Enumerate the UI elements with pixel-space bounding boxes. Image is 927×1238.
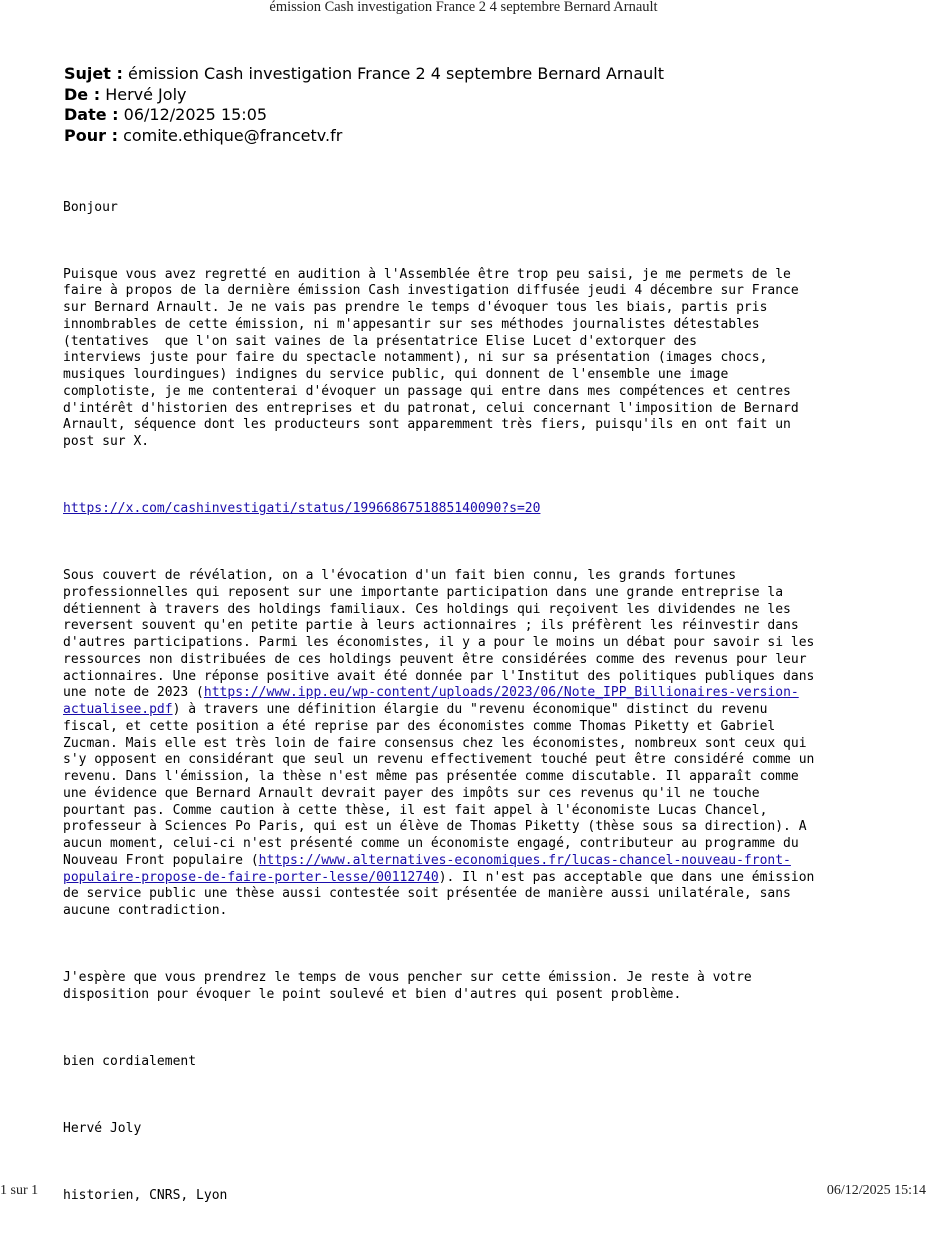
from-label: De : — [64, 84, 101, 104]
paragraph-intro: Puisque vous avez regretté en audition à l'Assemblée être trop peu saisi, je me permets de le faire à propos de la dernière émission Cash investigation diffusée jeudi 4 décembre sur France sur Bernard Arnault. Je ne vais pas prendre le temps d'évoquer tous les biais, partis pris innombrables de cette émission, ni m'appesantir sur ses méthodes journalistes détestables (tentatives que l'on sait vaines de la présentatrice Elise Lucet d'extorquer des interviews juste pour faire du spectacle notamment), ni sur sa présentation (images chocs, musiques lourdingues) indignes du service public, qui donnent de l'ensemble une image complotiste, je me contenterai d'évoquer un passage qui entre dans mes compétences et centres d'intérêt d'historien des entreprises et du patronat, celui concernant l'imposition de Bernard Arnault, séquence dont les producteurs sont apparemment très fiers, puisqu'ils en ont fait un post sur X. — [63, 266, 799, 449]
print-timestamp: 06/12/2025 15:14 — [826, 1183, 926, 1198]
paragraph-closing: J'espère que vous prendrez le temps de vous pencher sur cette émission. Je reste à votre disposition pour évoquer le point soulevé et bien d'autres qui posent problème. — [63, 970, 752, 1002]
page-header-title: émission Cash investigation France 2 4 septembre Bernard Arnault — [269, 0, 658, 15]
page-count: 1 sur 1 — [0, 1183, 39, 1198]
alternatives-economiques-link-line2[interactable]: populaire-propose-de-faire-porter-lesse/00112740 — [63, 869, 439, 885]
signature-name: Hervé Joly — [63, 1120, 142, 1136]
signature-title: historien, CNRS, Lyon — [63, 1187, 228, 1203]
ipp-note-link-line1[interactable]: https://www.ipp.eu/wp-content/uploads/2023/06/Note_IPP_Billionaires-version- — [203, 685, 799, 701]
alternatives-economiques-link-line1[interactable]: https://www.alternatives-economiques.fr/lucas-chancel-nouveau-front- — [258, 852, 791, 868]
greeting: Bonjour — [63, 199, 118, 215]
link-paragraph — [63, 501, 863, 518]
to-row — [64, 126, 664, 147]
date-label: Date : — [64, 105, 119, 124]
date-value: 06/12/2025 15:05 — [123, 105, 268, 124]
from-row — [64, 85, 664, 106]
paragraph-argument — [63, 568, 863, 920]
email-header — [64, 64, 664, 146]
paragraph-argument-part3: ). Il n'est pas acceptable que dans une émission de service public une thèse aussi contestée soit présentée de manière aussi unilatérale, sans aucune contradiction. — [63, 869, 815, 918]
to-value: comite.ethique@francetv.fr — [123, 125, 343, 145]
paragraph-argument-part2: ) à travers une définition élargie du "revenu économique" distinct du revenu fiscal, et cette position a été reprise par des économistes comme Thomas Piketty et Gabriel Zucman. Mais elle est très loin de faire consensus chez les économistes, nombreux sont ceux qui s'y opposent en considérant que seul un revenu effectivement touché peut être considéré comme un revenu. Dans l'émission, la thèse n'est même pas présentée comme discutable. Il apparaît comme une évidence que Bernard Arnault devrait payer des impôts sur ces revenus qu'il ne touche pourtant pas. Comme caution à cette thèse, il est fait appel à l'économiste Lucas Chancel, professeur à Sciences Po Paris, qui est un élève de Thomas Piketty (thèse sous sa direction). A aucun moment, celui-ci n'est présenté comme un économiste engagé, contributeur au programme du Nouveau Front populaire ( — [63, 702, 815, 868]
to-label: Pour : — [64, 125, 118, 145]
date-row — [64, 105, 664, 126]
email-body — [63, 166, 863, 1238]
subject-label: Sujet : — [64, 64, 123, 83]
subject-value: émission Cash investigation France 2 4 septembre Bernard Arnault — [127, 64, 664, 83]
subject-row — [64, 64, 664, 85]
paragraph-argument-part1: Sous couvert de révélation, on a l'évocation d'un fait bien connu, les grands fortunes professionnelles qui reposent sur une importante participation dans une grande entreprise la détiennent à travers des holdings familiaux. Ces holdings qui reçoivent les dividendes ne les reversent souvent qu'en petite partie à leurs actionnaires ; ils préfèrent les réinvestir dans d'autres participations. Parmi les économistes, il y a pour le moins un débat pour savoir si les ressources non distribuées de ces holdings peuvent être considérées comme des revenus pour leur actionnaires. Une réponse positive avait été donnée par l'Institut des politiques publiques dans une note de 2023 ( — [63, 568, 815, 701]
x-post-link[interactable]: https://x.com/cashinvestigati/status/1996686751885140090?s=20 — [63, 501, 541, 516]
ipp-note-link-line2[interactable]: actualisee.pdf — [63, 702, 173, 717]
from-value: Hervé Joly — [105, 84, 187, 104]
closing-formula: bien cordialement — [63, 1053, 197, 1069]
